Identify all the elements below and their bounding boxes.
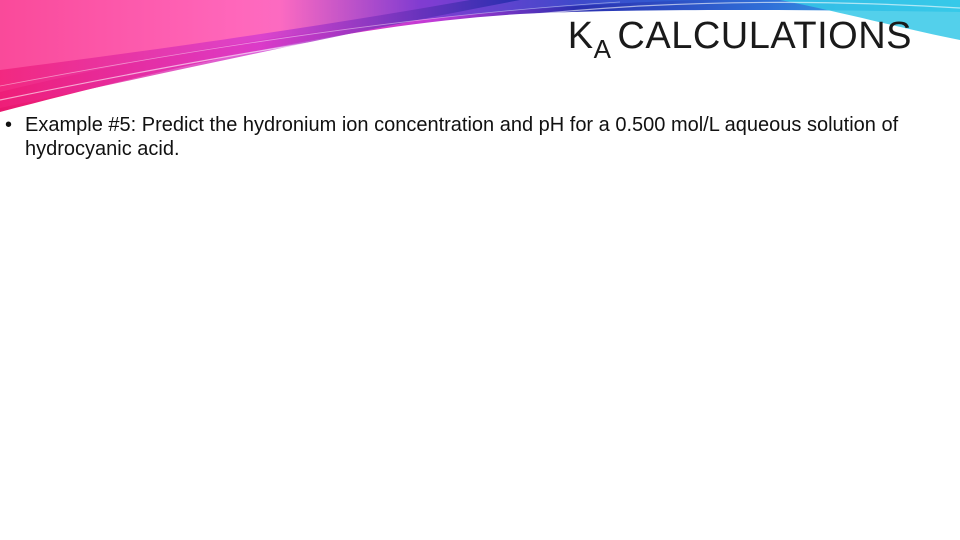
slide-title: [567, 14, 912, 64]
title-rest: CALCULATIONS: [617, 15, 912, 57]
bullet-marker: •: [5, 114, 13, 136]
title-subscript: A: [593, 34, 612, 64]
bullet-text: Example #5: Predict the hydronium ion concentration and pH for a 0.500 mol/L aqueous solution of hydrocyanic acid.: [25, 114, 899, 160]
title-main-letter: K: [567, 15, 594, 57]
bullet-item: [5, 113, 905, 161]
slide-body: [5, 113, 905, 161]
